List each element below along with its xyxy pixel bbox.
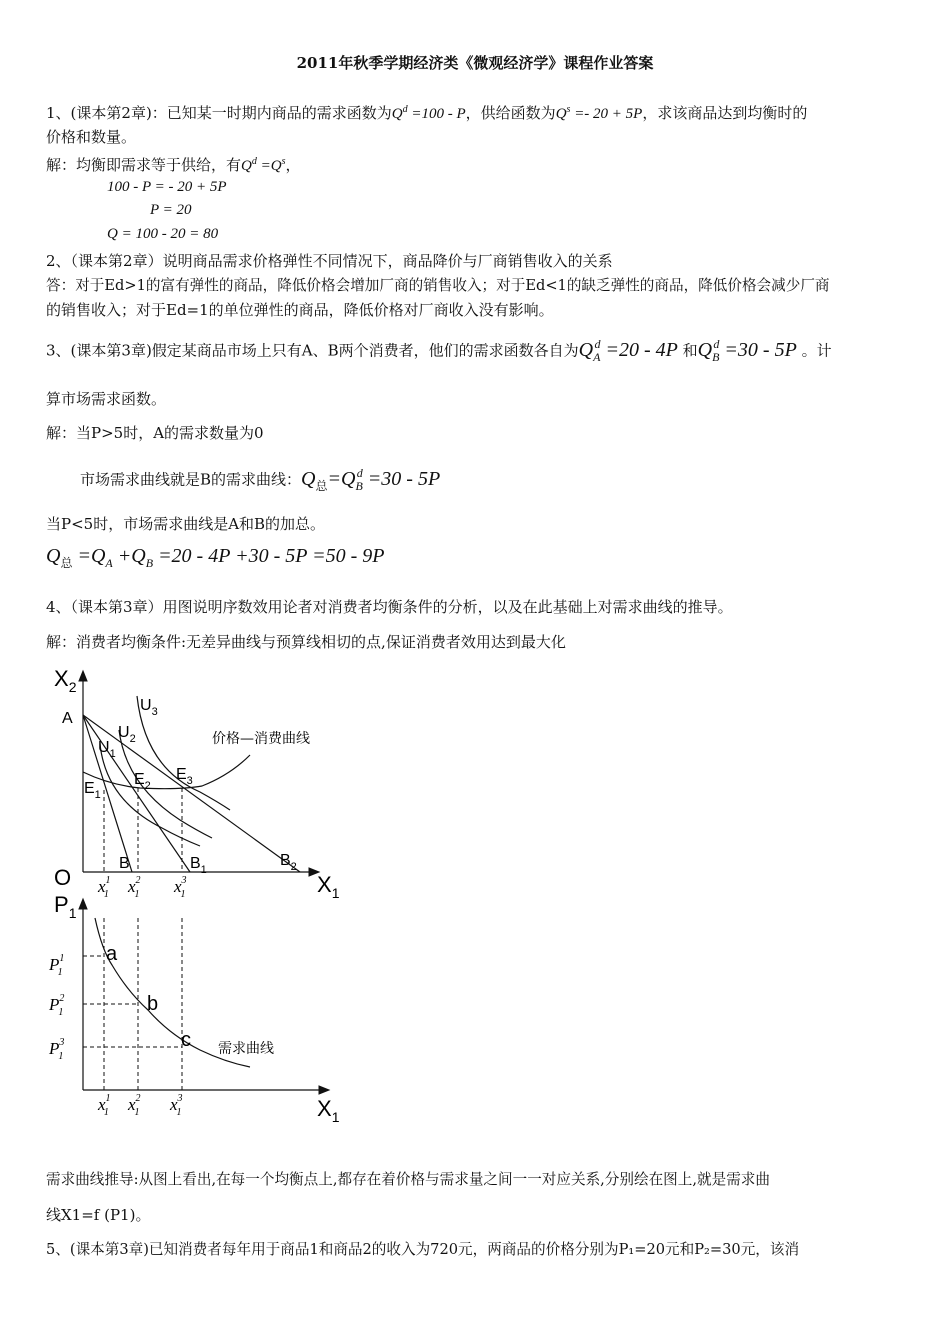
curve-u1-label: $U_1$ — [98, 739, 116, 760]
q3-sol2-text: 市场需求曲线就是B的需求曲线： — [80, 470, 302, 489]
x-tick-bottom-1: $x^1$ 1 — [98, 1093, 110, 1118]
p-axis-label: $P_1$ — [54, 892, 77, 921]
x-axis-bottom-label: $X_1$ — [317, 1096, 340, 1125]
b1-label: $B_1$ — [190, 855, 207, 876]
q2-answer2: 的销售收入；对于Ed=1的单位弹性的商品，降低价格对厂商收入没有影响。 — [46, 301, 554, 319]
page-title: 2011年秋季学期经济类《微观经济学》课程作业答案 — [296, 54, 654, 72]
price-consumption-curve — [83, 755, 250, 789]
p-tick-2: $P^2$ 1 — [49, 993, 65, 1018]
demand-curve-figure — [40, 890, 400, 1130]
e2-label: $E_2$ — [134, 771, 151, 792]
q1-demand-fn: $Q^d =100 - P$ — [391, 104, 466, 122]
q1-sol-eq: $Q^d =Q^s$ — [241, 156, 286, 174]
point-a-label: A — [62, 710, 73, 727]
q4-solution: 解：消费者均衡条件:无差异曲线与预算线相切的点,保证消费者效用达到最大化 — [46, 633, 566, 651]
x-tick-bottom-2: $x^2$ 1 — [128, 1093, 141, 1118]
q4-line1: 4、（课本第3章）用图说明序数效用论者对消费者均衡条件的分析，以及在此基础上对需求曲线的推导。 — [46, 598, 733, 616]
q3-and: 和 — [682, 341, 698, 360]
q3-line1 — [46, 334, 832, 367]
q3-sol3: 当P<5时，市场需求曲线是A和B的加总。 — [46, 515, 326, 533]
q1-solution — [46, 152, 301, 176]
y-axis-label: $X_2$ — [54, 666, 77, 695]
q1-text-a: 1、(课本第2章)：已知某一时期内商品的需求函数为 — [46, 104, 392, 122]
indifference-curve-figure — [40, 660, 400, 910]
q1-text-b: ，供给函数为 — [465, 104, 556, 122]
q3-sol1: 解：当P>5时，A的需求数量为0 — [46, 424, 264, 442]
point-b-demand: b — [147, 993, 159, 1015]
b2-label: $B_2$ — [280, 852, 297, 873]
q3-text-a: 3、(课本第3章)假定某商品市场上只有A、B两个消费者，他们的需求函数各自为 — [46, 341, 579, 360]
q3-sol2-eq: $Q_总=Q_B^d =30 - 5P$ — [301, 466, 441, 493]
e3-label: $E_3$ — [176, 766, 193, 787]
x-tick-2: $x^2$ 1 — [128, 875, 141, 900]
q1-supply-fn: $Q^s =- 20 + 5P$ — [555, 104, 643, 122]
q3-sol4-eq: $Q_总 =Q_A +Q_B =20 - 4P +30 - 5P =50 - 9P$ — [46, 545, 385, 570]
p-tick-1: $P^1$ 1 — [49, 953, 64, 978]
q3-sol2 — [80, 463, 440, 496]
curve-u2-label: $U_2$ — [118, 724, 136, 745]
curve-u3-label: $U_3$ — [140, 697, 158, 718]
p-tick-3: $P^3$ 1 — [49, 1037, 65, 1062]
q1-text-c: ，求该商品达到均衡时的 — [642, 104, 808, 122]
q1-eq3: Q = 100 - 20 = 80 — [107, 226, 219, 242]
x-tick-bottom-3: $x^3$ 1 — [170, 1093, 183, 1118]
q3-text-c: 。计 — [801, 341, 832, 360]
q1-eq1: 100 - P = - 20 + 5P — [107, 179, 227, 195]
e1-label: $E_1$ — [84, 780, 101, 801]
q1-sol-a: 解：均衡即需求等于供给，有 — [46, 156, 242, 174]
q2-line1: 2、（课本第2章）说明商品需求价格弹性不同情况下，商品降价与厂商销售收入的关系 — [46, 252, 613, 270]
indifference-curve-u2 — [119, 730, 212, 838]
q2-answer1: 答：对于Ed>1的富有弹性的商品，降低价格会增加厂商的销售收入；对于Ed<1的缺乏弹性的商品，降低价格会减少厂商 — [46, 277, 830, 294]
q4-conclusion2: 线X1=f (P1)。 — [46, 1206, 151, 1224]
q3-line2: 算市场需求函数。 — [46, 390, 167, 408]
point-a-demand: a — [106, 943, 118, 965]
b-label: B — [119, 855, 130, 872]
x-axis-label: $X_1$ — [317, 872, 340, 901]
q1-eq2: P = 20 — [150, 202, 192, 218]
q1-line1 — [46, 100, 807, 124]
q5-line1: 5、(课本第3章)已知消费者每年用于商品1和商品2的收入为720元，两商品的价格分别为P₁=20元和P₂=30元，该消 — [46, 1241, 800, 1258]
origin-label: O — [54, 865, 72, 890]
x-tick-1: $x^1$ 1 — [98, 875, 110, 900]
q3-qa: $Q_A^d =20 - 4P$ — [578, 337, 678, 364]
pcc-label: 价格—消费曲线 — [212, 731, 310, 747]
q1-sol-b: ， — [285, 156, 301, 174]
q1-line2: 价格和数量。 — [46, 128, 137, 146]
x-tick-3: $x^3$ 1 — [174, 875, 187, 900]
q3-qb: $Q_B^d =30 - 5P$ — [697, 337, 797, 364]
q4-conclusion1: 需求曲线推导:从图上看出,在每一个均衡点上,都存在着价格与需求量之间一一对应关系,分别绘在图上,就是需求曲 — [46, 1171, 770, 1188]
point-c-demand: c — [181, 1029, 191, 1051]
demand-curve-label: 需求曲线 — [218, 1041, 274, 1057]
